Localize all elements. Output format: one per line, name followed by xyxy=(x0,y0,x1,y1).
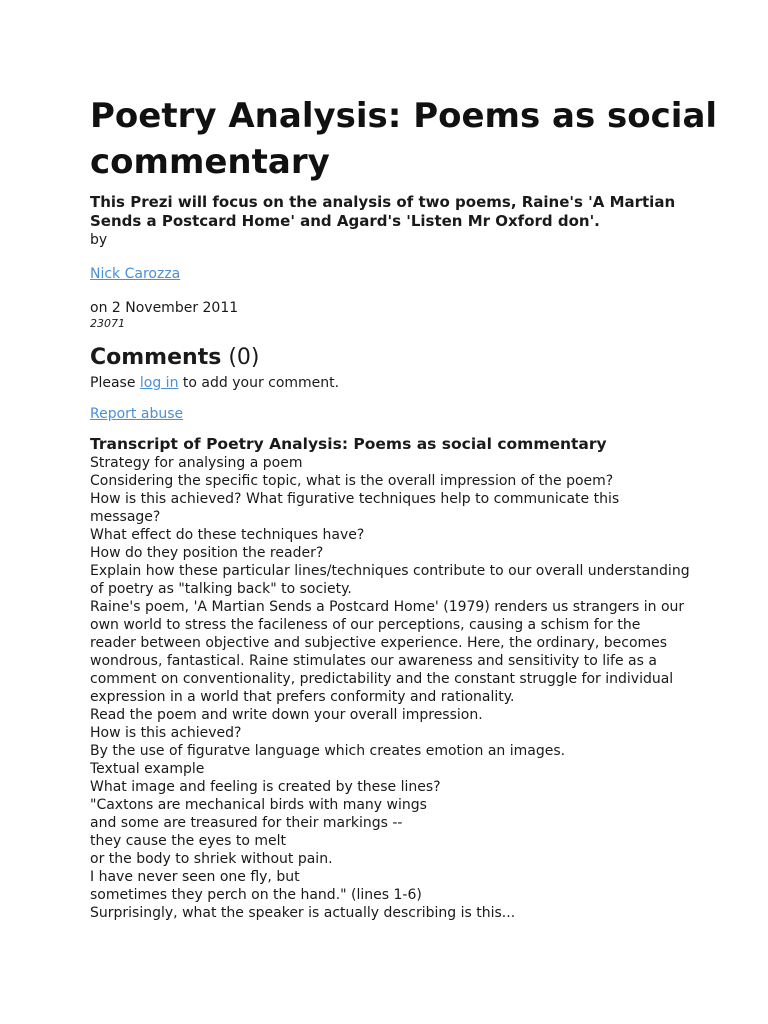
transcript-line: "Caxtons are mechanical birds with many wings xyxy=(90,797,427,813)
login-link[interactable]: log in xyxy=(139,375,179,391)
transcript-line: Considering the specific topic, what is the overall impression of the poem? xyxy=(90,473,614,489)
transcript-line: Textual example xyxy=(90,761,205,777)
view-count: 23071 xyxy=(90,317,125,330)
comments-label: Comments xyxy=(90,345,222,370)
transcript-line: Explain how these particular lines/techniques contribute to our overall understanding of poetry as "talking back" to society. xyxy=(90,563,690,597)
transcript-line: sometimes they perch on the hand." (lines 1-6) xyxy=(90,887,422,903)
transcript-line: What image and feeling is created by these lines? xyxy=(90,779,441,795)
transcript-line: By the use of figuratve language which creates emotion an images. xyxy=(90,743,566,759)
comments-count: (0) xyxy=(228,345,260,370)
comments-heading xyxy=(90,343,768,373)
report-abuse-link[interactable]: Report abuse xyxy=(90,406,184,422)
transcript-line: Strategy for analysing a poem xyxy=(90,455,303,471)
transcript-line: Raine's poem, 'A Martian Sends a Postcard Home' (1979) renders us strangers in our own world to stress the facileness of our perceptions, causing a schism for the reader between objective and subjective experience. Here, the ordinary, becomes wondrous, fantastical. Raine stimulates our awareness and sensitivity to life as a comment on conventionality, predictability and the constant struggle for individual expression in a world that prefers conformity and rationality. xyxy=(90,599,685,705)
comment-prompt-suffix: to add your comment. xyxy=(182,375,340,391)
transcript-line: and some are treasured for their markings -- xyxy=(90,815,403,831)
transcript-line: I have never seen one fly, but xyxy=(90,869,300,885)
transcript-title: Transcript of Poetry Analysis: Poems as social commentary xyxy=(90,435,607,453)
transcript-line: Read the poem and write down your overall impression. xyxy=(90,707,483,723)
by-label: by xyxy=(90,232,108,248)
transcript-line: How is this achieved? xyxy=(90,725,242,741)
transcript-line: What effect do these techniques have? xyxy=(90,527,365,543)
page-title: Poetry Analysis: Poems as social commentary xyxy=(90,96,718,182)
description: This Prezi will focus on the analysis of two poems, Raine's 'A Martian Sends a Postcard Home' and Agard's 'Listen Mr Oxford don'. xyxy=(90,193,676,230)
transcript-line: Surprisingly, what the speaker is actually describing is this... xyxy=(90,905,516,921)
transcript-line: or the body to shriek without pain. xyxy=(90,851,333,867)
comment-prompt xyxy=(90,374,768,392)
transcript xyxy=(90,454,690,922)
transcript-line: How is this achieved? What figurative techniques help to communicate this message? xyxy=(90,491,620,525)
transcript-line: How do they position the reader? xyxy=(90,545,324,561)
transcript-line: they cause the eyes to melt xyxy=(90,833,287,849)
comment-prompt-please: Please xyxy=(90,375,136,391)
author-link[interactable]: Nick Carozza xyxy=(90,266,181,282)
publish-date: on 2 November 2011 xyxy=(90,300,239,316)
